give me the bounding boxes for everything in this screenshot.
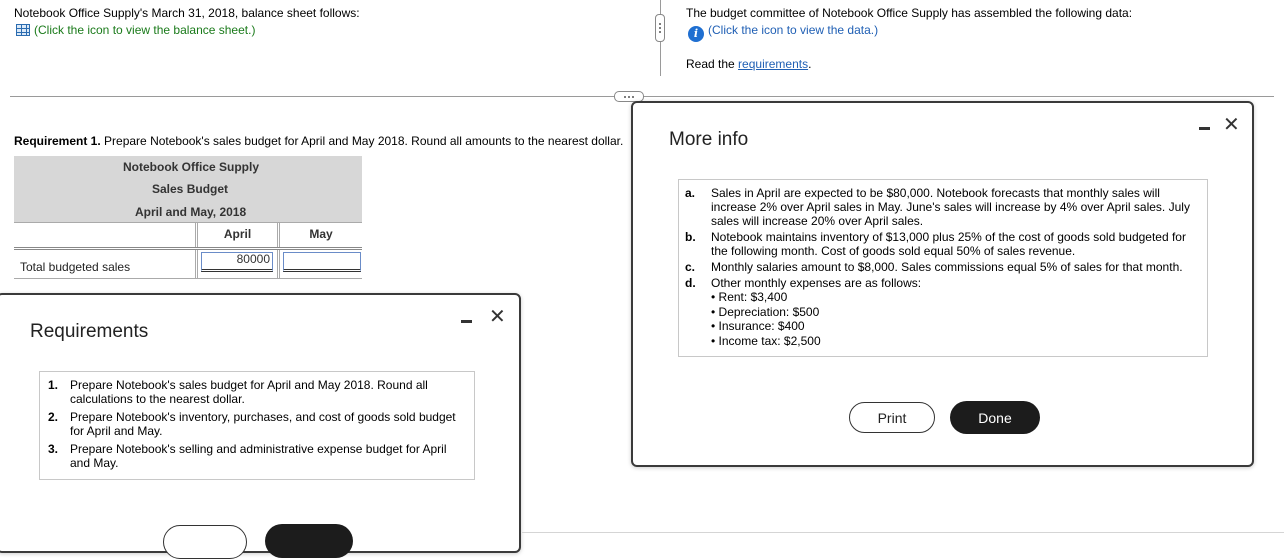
requirements-dialog-title: Requirements (30, 321, 149, 342)
row-label-total-budgeted-sales: Total budgeted sales (14, 250, 198, 278)
balance-sheet-link-text[interactable]: (Click the icon to view the balance sheet.) (34, 23, 256, 37)
close-icon[interactable]: ✕ (1223, 114, 1240, 136)
read-prefix: Read the (686, 57, 739, 71)
requirements-link[interactable]: requirements (738, 57, 809, 71)
list-item-letter: b. (685, 230, 696, 244)
requirements-list (39, 371, 475, 480)
list-item-text: Prepare Notebook's selling and administrative expense budget for April and May. (70, 442, 447, 470)
list-item-text: Notebook maintains inventory of $13,000 plus 25% of the cost of goods sold budgeted for the following month. Cost of goods sold equal 50% of sales revenue. (711, 230, 1186, 258)
list-item (48, 410, 466, 438)
info-icon[interactable]: i (688, 26, 704, 42)
done-button[interactable]: Done (950, 401, 1040, 434)
list-item (685, 276, 1201, 290)
balance-sheet-link[interactable] (16, 22, 255, 38)
header-blank (14, 223, 198, 247)
close-icon[interactable]: ✕ (489, 306, 506, 328)
read-requirements-line (686, 56, 811, 72)
budget-data-intro: The budget committee of Notebook Office Supply has assembled the following data: (686, 6, 1133, 20)
may-total-input[interactable] (283, 252, 361, 272)
bullet-text: Income tax: $2,500 (718, 333, 821, 348)
budget-period: April and May, 2018 (135, 205, 247, 219)
print-button[interactable]: Print (849, 402, 935, 433)
list-item-text: Prepare Notebook's inventory, purchases, and cost of goods sold budget for April and May. (70, 410, 456, 438)
column-header-april: April (198, 223, 280, 247)
list-item (48, 442, 466, 470)
list-item-letter: a. (685, 186, 696, 200)
bullet-text: Rent: $3,400 (718, 290, 788, 304)
requirement-text: Prepare Notebook's sales budget for April and May 2018. Round all amounts to the nearest dollar. (100, 134, 624, 148)
list-item-text: Monthly salaries amount to $8,000. Sales commissions equal 5% of sales for that month. (711, 260, 1183, 274)
more-info-title: More info (669, 129, 749, 150)
budget-title: Sales Budget (152, 182, 229, 196)
bullet-text: Depreciation: $500 (718, 304, 820, 319)
list-item-text: Prepare Notebook's sales budget for April and May 2018. Round all calculations to the nearest dollar. (70, 378, 428, 406)
list-item-number: 2. (48, 410, 59, 424)
grid-table-icon[interactable] (16, 24, 30, 36)
vertical-resize-handle[interactable] (655, 14, 665, 42)
read-suffix: . (808, 57, 812, 71)
budget-company: Notebook Office Supply (123, 160, 260, 174)
bullet-item: • Depreciation: $500 (711, 304, 820, 319)
expense-bullets (685, 290, 1201, 348)
more-info-dialog (631, 101, 1254, 467)
column-header-may: May (309, 227, 333, 241)
list-item-letter: c. (685, 260, 696, 274)
list-item-number: 1. (48, 378, 59, 392)
requirements-print-button[interactable] (163, 525, 247, 559)
budget-data-link[interactable] (688, 22, 878, 42)
sales-budget-table (14, 156, 362, 279)
balance-sheet-intro: Notebook Office Supply's March 31, 2018, balance sheet follows: (14, 6, 360, 20)
list-item-number: 3. (48, 442, 59, 456)
bullet-item: • Insurance: $400 (711, 319, 805, 333)
list-item (685, 260, 1201, 274)
requirements-done-button[interactable] (265, 524, 353, 558)
requirement-instruction (14, 133, 623, 149)
bottom-edge-line (522, 532, 1284, 533)
requirements-dialog (0, 293, 521, 553)
list-item (685, 186, 1201, 228)
more-info-list (678, 179, 1208, 357)
bullet-text: Insurance: $400 (718, 319, 805, 333)
bullet-item: • Rent: $3,400 (711, 290, 788, 304)
april-total-input[interactable]: 80000 (201, 252, 273, 272)
bullet-item: • Income tax: $2,500 (711, 333, 821, 348)
list-item-letter: d. (685, 276, 696, 290)
requirement-label: Requirement 1. (14, 134, 101, 148)
minimize-icon[interactable] (461, 320, 472, 323)
list-item-text: Sales in April are expected to be $80,000. Notebook forecasts that monthly sales will increase 2% over April sales in May. June's sales will increase by 4% over April sales. July sales will increase 20% over April sales. (711, 186, 1190, 228)
minimize-icon[interactable] (1199, 127, 1210, 130)
list-item (685, 230, 1201, 258)
list-item (48, 378, 466, 406)
budget-data-link-text[interactable]: (Click the icon to view the data.) (708, 23, 879, 37)
list-item-text: Other monthly expenses are as follows: (711, 276, 922, 290)
